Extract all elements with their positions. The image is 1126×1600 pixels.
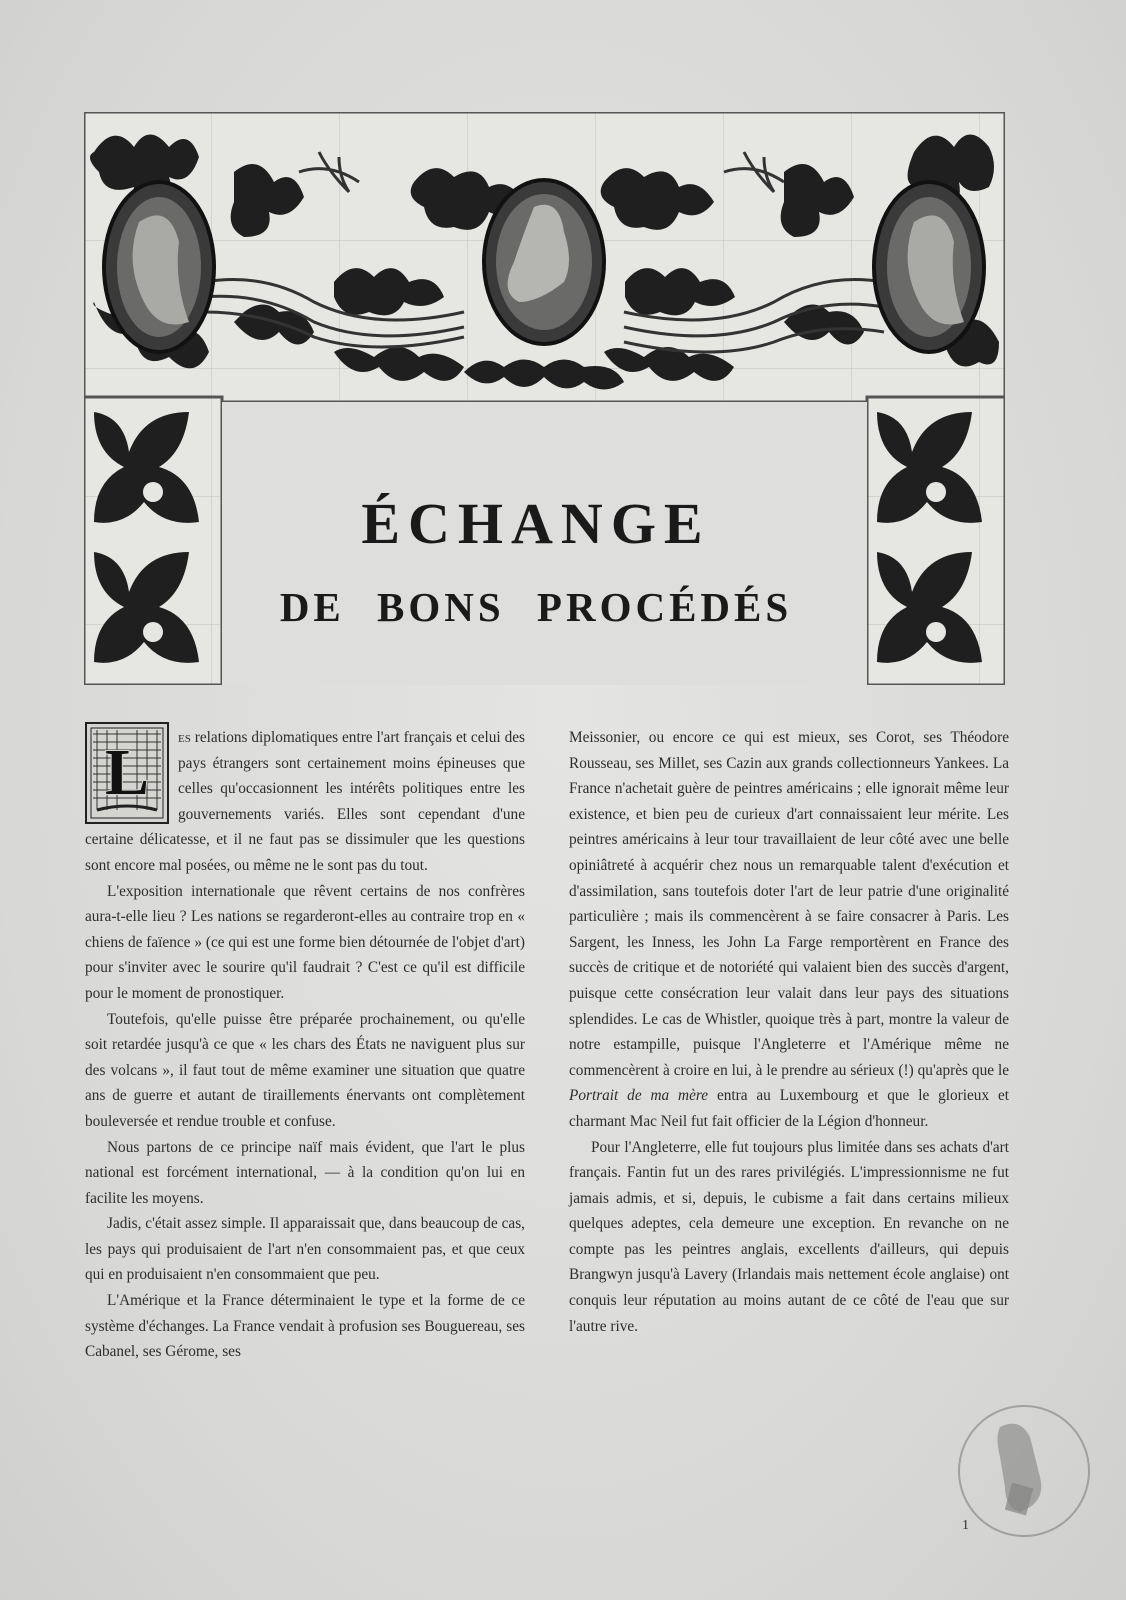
paragraph: Nous partons de ce principe naïf mais évident, que l'art le plus national est forcément international, — à la condition qu'on lui en facilite les moyens. [85,1138,525,1207]
right-column [569,725,1009,1339]
paragraph: Toutefois, qu'elle puisse être préparée prochainement, ou qu'elle soit retardée jusqu'à ce que « les chars des États ne naviguent plus sur des volcans », il faut tout de même examiner une situation que quatre ans de guerre et autant de tiraillements énervants ont complètement bouleversée et rendue trouble et confuse. [85,1010,525,1130]
continued-paragraph [569,725,1009,1135]
svg-text:L: L [104,736,150,809]
dropcap-icon [85,722,169,824]
continued-text: Meissonier, ou encore ce qui est mieux, ses Corot, ses Théodore Rousseau, ses Millet, ses Cazin aux grands collectionneurs Yankees. La France n'achetait guère de peintres américains ; elle ignorait même leur existence, et bien peu de curieux d'art connaissaient leur mérite. Les peintres américains à leur tour travaillaient de leur côté avec une belle opiniâtreté à acquérir chez nous un remarquable talent d'exécution et d'assimilation, sans toutefois doter l'art de leur patrie d'une originalité particulière ; mais ils commencèrent à se faire consacrer à Paris. Les Sargent, les Inness, les John La Farge remportèrent en France des succès de critique et de notoriété qui valaient bien des succès d'argent, puisque cette consécration leur valait dans leur pays des situations splendides. Le cas de Whistler, quoique très à part, montre la valeur de notre estampille, puisque l'Angleterre et l'Amérique même ne commencèrent à croire en lui, à le prendre au sérieux (!) qu'après que le [569,729,1009,1079]
paragraph: Pour l'Angleterre, elle fut toujours plus limitée dans ses achats d'art français. Fantin fut un des rares privilégiés. L'impressionnisme ne fut jamais admis, et si, depuis, le cubisme a fait dans certains milieux quelques adeptes, cela demeure une exception. En revanche on ne compte pas les peintres anglais, excellents d'ailleurs, qui depuis Brangwyn jusqu'à Lavery (Irlandais mais nettement école anglaise) ont conquis leur réputation au moins autant de ce côté de l'eau que sur l'autre rive. [569,1138,1009,1335]
paragraph: L'Amérique et la France déterminaient le type et la forme de ce système d'échanges. La France vendait à profusion ses Bouguereau, ses Cabanel, ses Gérome, ses [85,1292,525,1361]
left-column [85,725,525,1365]
first-paragraph-text: relations diplomatiques entre l'art français et celui des pays étrangers sont certainement moins épineuses que celles qu'occasionnent les intérêts politiques entre les gouvernements variés. Elles sont cependant d'une certaine délicatesse, et il ne faut pas se dissimuler que les questions sont encore mal posées, ou même ne le sont pas du tout. [85,729,525,874]
dropcap-continuation: es [178,729,191,746]
artwork-title: Portrait de ma mère [569,1087,709,1105]
article-title: ÉCHANGE [361,491,711,556]
title-block [226,491,846,630]
first-paragraph [85,725,525,879]
paragraph: L'exposition internationale que rêvent certains de nos confrères aura-t-elle lieu ? Les nations se regarderont-elles au contraire trop en « chiens de faïence » (ce qui est une forme bien détournée de l'objet d'art) pour s'inviter avec le sourire qu'il faudrait ? C'est ce qu'il est difficile pour le moment de pronostiquer. [85,882,525,1002]
library-stamp-icon [958,1405,1090,1537]
paragraph: Jadis, c'était assez simple. Il apparaissait que, dans beaucoup de cas, les pays qui produisaient de l'art n'en consommaient pas, et que ceux qui en produisaient n'en consommaient que peu. [85,1215,525,1284]
continued-text-end: entra au Luxembourg et que le glorieux et charmant Mac Neil fut fait officier de la Légion d'honneur. [569,1087,1010,1130]
page-number: 1 [962,1518,969,1533]
article-subtitle: DE BONS PROCÉDÉS [279,584,793,630]
